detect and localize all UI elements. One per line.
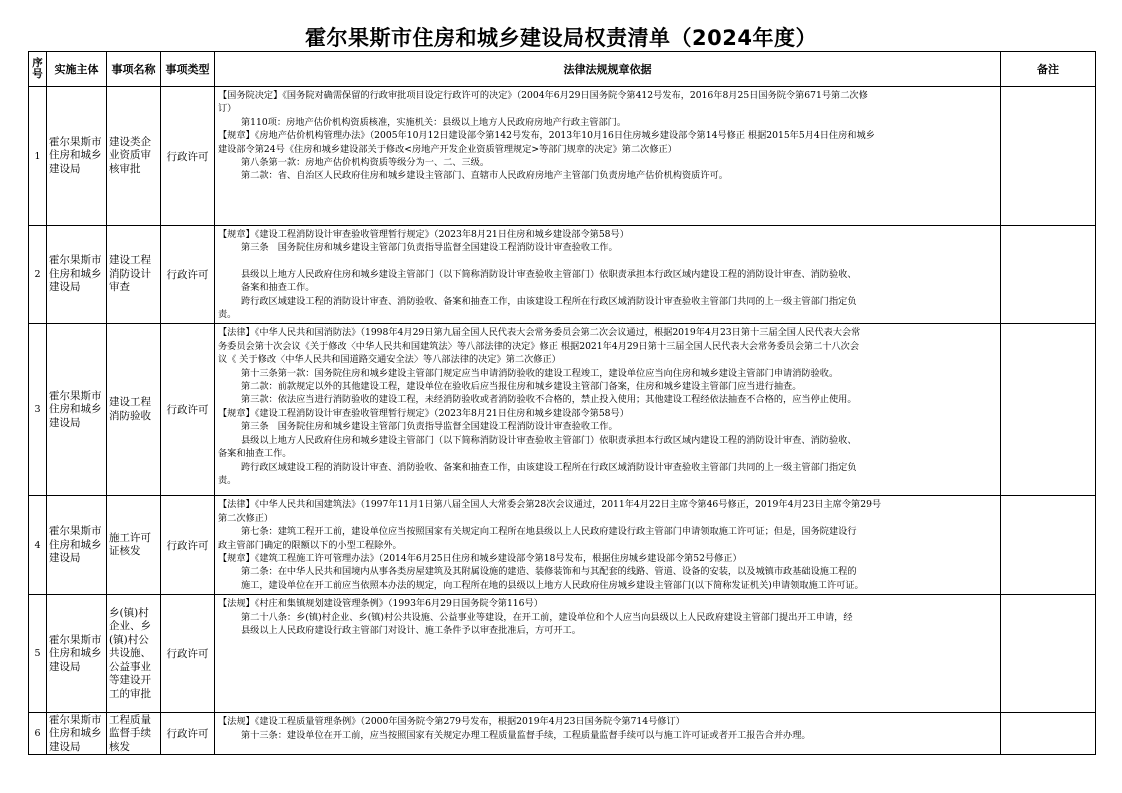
row-item-type: 行政许可 bbox=[161, 87, 215, 226]
legal-basis-line: 县级以上人民政府建设行政主管部门对设计、施工条件予以审查批准后，方可开工。 bbox=[241, 625, 581, 637]
legal-basis-line: 第二款：前款规定以外的其他建设工程，建设单位在验收后应当报住房和城乡建设主管部门备案，住房和城乡建设主管部门应当进行抽查。 bbox=[241, 381, 802, 393]
row-legal-basis bbox=[215, 226, 1001, 324]
legal-basis-text bbox=[218, 597, 997, 637]
legal-basis-line: 【规章】《建筑工程施工许可管理办法》（2014年6月25日住房和城乡建设部令第18号发布，根据住房城乡建设部令第52号修正） bbox=[218, 553, 742, 565]
header-subject: 实施主体 bbox=[47, 52, 107, 87]
row-note bbox=[1001, 87, 1096, 226]
row-note bbox=[1001, 496, 1096, 595]
legal-basis-line: 【法规】《建设工程质量管理条例》（2000年国务院令第279号发布，根据2019年4月23日国务院令第714号修订） bbox=[218, 716, 685, 728]
row-subject: 霍尔果斯市住房和城乡建设局 bbox=[47, 713, 107, 755]
legal-basis-line: 【规章】《建设工程消防设计审查验收管理暂行规定》（2023年8月21日住房和城乡建设部令第58号） bbox=[218, 407, 629, 419]
row-legal-basis bbox=[215, 87, 1001, 226]
legal-basis-line: 跨行政区域建设工程的消防设计审查、消防验收、备案和抽查工作，由该建设工程所在行政区域消防设计审查验收主管部门共同的上一级主管部门指定负 bbox=[241, 461, 857, 473]
row-subject: 霍尔果斯市住房和城乡建设局 bbox=[47, 226, 107, 324]
row-seq: 2 bbox=[29, 226, 47, 324]
legal-basis-line: 第八条第一款：房地产估价机构资质等级分为一、二、三级。 bbox=[241, 157, 490, 169]
responsibility-table bbox=[28, 51, 1096, 755]
header-note: 备注 bbox=[1001, 52, 1096, 87]
header-seq bbox=[29, 52, 47, 87]
legal-basis-text bbox=[218, 715, 997, 742]
legal-basis-line: 备案和抽查工作。 bbox=[218, 448, 292, 460]
legal-basis-text bbox=[218, 89, 997, 183]
row-item-type: 行政许可 bbox=[161, 713, 215, 755]
legal-basis-line: 订） bbox=[218, 103, 237, 115]
legal-basis-line: 第十三条：建设单位在开工前，应当按照国家有关规定办理工程质量监督手续，工程质量监督手续可以与施工许可证或者开工报告合并办理。 bbox=[241, 729, 811, 741]
legal-basis-line: 第110项：房地产估价机构资质核准，实施机关：县级以上地方人民政府房地产行政主管部门。 bbox=[241, 116, 627, 128]
row-item-type: 行政许可 bbox=[161, 595, 215, 713]
row-item-name: 建设工程消防验收 bbox=[107, 324, 161, 496]
legal-basis-line: 施工，建设单位在开工前应当依照本办法的规定，向工程所在地的县级以上地方人民政府住房城乡建设主管部门(以下简称发证机关)申请领取施工许可证。 bbox=[241, 579, 864, 591]
row-item-name: 乡(镇)村企业、乡(镇)村公共设施、公益事业等建设开工的审批 bbox=[107, 595, 161, 713]
legal-basis-line: 第三款：依法应当进行消防验收的建设工程，未经消防验收或者消防验收不合格的，禁止投入使用；其他建设工程经依法抽查不合格的，应当停止使用。 bbox=[241, 394, 857, 406]
legal-basis-line: 第三条 国务院住房和城乡建设主管部门负责指导监督全国建设工程消防设计审查验收工作。 bbox=[241, 242, 618, 254]
row-subject: 霍尔果斯市住房和城乡建设局 bbox=[47, 324, 107, 496]
legal-basis-line: 政主管部门确定的限额以下的小型工程除外。 bbox=[218, 539, 402, 551]
row-note bbox=[1001, 595, 1096, 713]
legal-basis-line: 第二条：在中华人民共和国境内从事各类房屋建筑及其附属设施的建造、装修装饰和与其配套的线路、管道、设备的安装，以及城镇市政基础设施工程的 bbox=[241, 566, 857, 578]
row-note bbox=[1001, 324, 1096, 496]
legal-basis-line: 【规章】《房地产估价机构管理办法》（2005年10月12日建设部令第142号发布，2013年10月16日住房城乡建设部令第14号修正 根据2015年5月4日住房和城乡 bbox=[218, 130, 875, 142]
legal-basis-line: 建设部令第24号《住房和城乡建设部关于修改<房地产开发企业资质管理规定>等部门规章的决定》第二次修正） bbox=[218, 143, 677, 155]
row-item-name: 建设类企业资质审核审批 bbox=[107, 87, 161, 226]
legal-basis-line: 【法规】《村庄和集镇规划建设管理条例》（1993年6月29日国务院令第116号） bbox=[218, 598, 543, 610]
legal-basis-line: 责。 bbox=[218, 309, 237, 321]
table-row bbox=[29, 226, 1096, 324]
row-item-type: 行政许可 bbox=[161, 226, 215, 324]
legal-basis-line: 第七条：建筑工程开工前，建设单位应当按照国家有关规定向工程所在地县级以上人民政府建设行政主管部门申请领取施工许可证；但是，国务院建设行 bbox=[241, 526, 857, 538]
table-row bbox=[29, 595, 1096, 713]
row-item-type: 行政许可 bbox=[161, 324, 215, 496]
legal-basis-line: 【国务院决定】《国务院对确需保留的行政审批项目设定行政许可的决定》（2004年6月29日国务院令第412号发布，2016年8月25日国务院令第671号第二次修 bbox=[218, 90, 868, 101]
row-legal-basis bbox=[215, 713, 1001, 755]
header-name: 事项名称 bbox=[107, 52, 161, 87]
row-item-type: 行政许可 bbox=[161, 496, 215, 595]
legal-basis-line: 责。 bbox=[218, 474, 237, 486]
header-type: 事项类型 bbox=[161, 52, 215, 87]
header-row bbox=[29, 52, 1096, 87]
legal-basis-text bbox=[218, 498, 997, 592]
legal-basis-line: 务委员会第十次会议《关于修改〈中华人民共和国建筑法〉等八部法律的决定》修正 根据2021年4月29日第十三届全国人民代表大会常务委员会第二十八次会 bbox=[218, 340, 860, 352]
row-seq: 6 bbox=[29, 713, 47, 755]
row-subject: 霍尔果斯市住房和城乡建设局 bbox=[47, 87, 107, 226]
row-item-name: 工程质量监督手续核发 bbox=[107, 713, 161, 755]
table-row bbox=[29, 713, 1096, 755]
row-legal-basis bbox=[215, 496, 1001, 595]
row-subject: 霍尔果斯市住房和城乡建设局 bbox=[47, 595, 107, 713]
row-legal-basis bbox=[215, 595, 1001, 713]
legal-basis-line: 县级以上地方人民政府住房和城乡建设主管部门（以下简称消防设计审查验收主管部门）依职责承担本行政区域内建设工程的消防设计审查、消防验收、 bbox=[241, 434, 857, 446]
legal-basis-line: 第二次修正） bbox=[218, 512, 274, 524]
blank-line bbox=[218, 255, 997, 268]
row-seq: 4 bbox=[29, 496, 47, 595]
legal-basis-text bbox=[218, 326, 997, 487]
table-row bbox=[29, 324, 1096, 496]
row-item-name: 施工许可证核发 bbox=[107, 496, 161, 595]
legal-basis-text bbox=[218, 228, 997, 321]
legal-basis-line: 第二十八条：乡(镇)村企业、乡(镇)村公共设施、公益事业等建设，在开工前，建设单位和个人应当向县级以上人民政府建设主管部门提出开工申请，经 bbox=[241, 611, 853, 623]
row-seq: 1 bbox=[29, 87, 47, 226]
header-seq-label: 序号 bbox=[32, 57, 43, 80]
legal-basis-line: 跨行政区域建设工程的消防设计审查、消防验收、备案和抽查工作，由该建设工程所在行政区域消防设计审查验收主管部门共同的上一级主管部门指定负 bbox=[241, 295, 857, 307]
legal-basis-line: 第十三条第一款：国务院住房和城乡建设主管部门规定应当申请消防验收的建设工程竣工，建设单位应当向住房和城乡建设主管部门申请消防验收。 bbox=[241, 367, 839, 379]
row-legal-basis bbox=[215, 324, 1001, 496]
header-basis: 法律法规规章依据 bbox=[215, 52, 1001, 87]
row-item-name: 建设工程消防设计审查 bbox=[107, 226, 161, 324]
page-title: 霍尔果斯市住房和城乡建设局权责清单（2024年度） bbox=[305, 26, 817, 50]
legal-basis-line: 第二款：省、自治区人民政府住房和城乡建设主管部门、直辖市人民政府房地产主管部门负责房地产估价机构资质许可。 bbox=[241, 170, 728, 182]
legal-basis-line: 第三条 国务院住房和城乡建设主管部门负责指导监督全国建设工程消防设计审查验收工作。 bbox=[241, 421, 618, 433]
legal-basis-line: 【法律】《中华人民共和国建筑法》（1997年11月1日第八届全国人大常委会第28次会议通过，2011年4月22日主席令第46号修正，2019年4月23日主席令第29号 bbox=[218, 499, 882, 511]
legal-basis-line: 县级以上地方人民政府住房和城乡建设主管部门（以下简称消防设计审查验收主管部门）依职责承担本行政区域内建设工程的消防设计审查、消防验收、 bbox=[241, 268, 857, 280]
row-note bbox=[1001, 226, 1096, 324]
legal-basis-line: 【法律】《中华人民共和国消防法》（1998年4月29日第九届全国人民代表大会常务委员会第二次会议通过，根据2019年4月23日第十三届全国人民代表大会常 bbox=[218, 327, 861, 339]
row-seq: 5 bbox=[29, 595, 47, 713]
table-row bbox=[29, 496, 1096, 595]
legal-basis-line: 备案和抽查工作。 bbox=[241, 282, 315, 294]
row-note bbox=[1001, 713, 1096, 755]
legal-basis-line: 议《 关于修改〈中华人民共和国道路交通安全法〉等八部法律的决定》第二次修正） bbox=[218, 354, 561, 366]
table-row bbox=[29, 87, 1096, 226]
row-subject: 霍尔果斯市住房和城乡建设局 bbox=[47, 496, 107, 595]
row-seq: 3 bbox=[29, 324, 47, 496]
legal-basis-line: 【规章】《建设工程消防设计审查验收管理暂行规定》（2023年8月21日住房和城乡建设部令第58号） bbox=[218, 229, 629, 240]
